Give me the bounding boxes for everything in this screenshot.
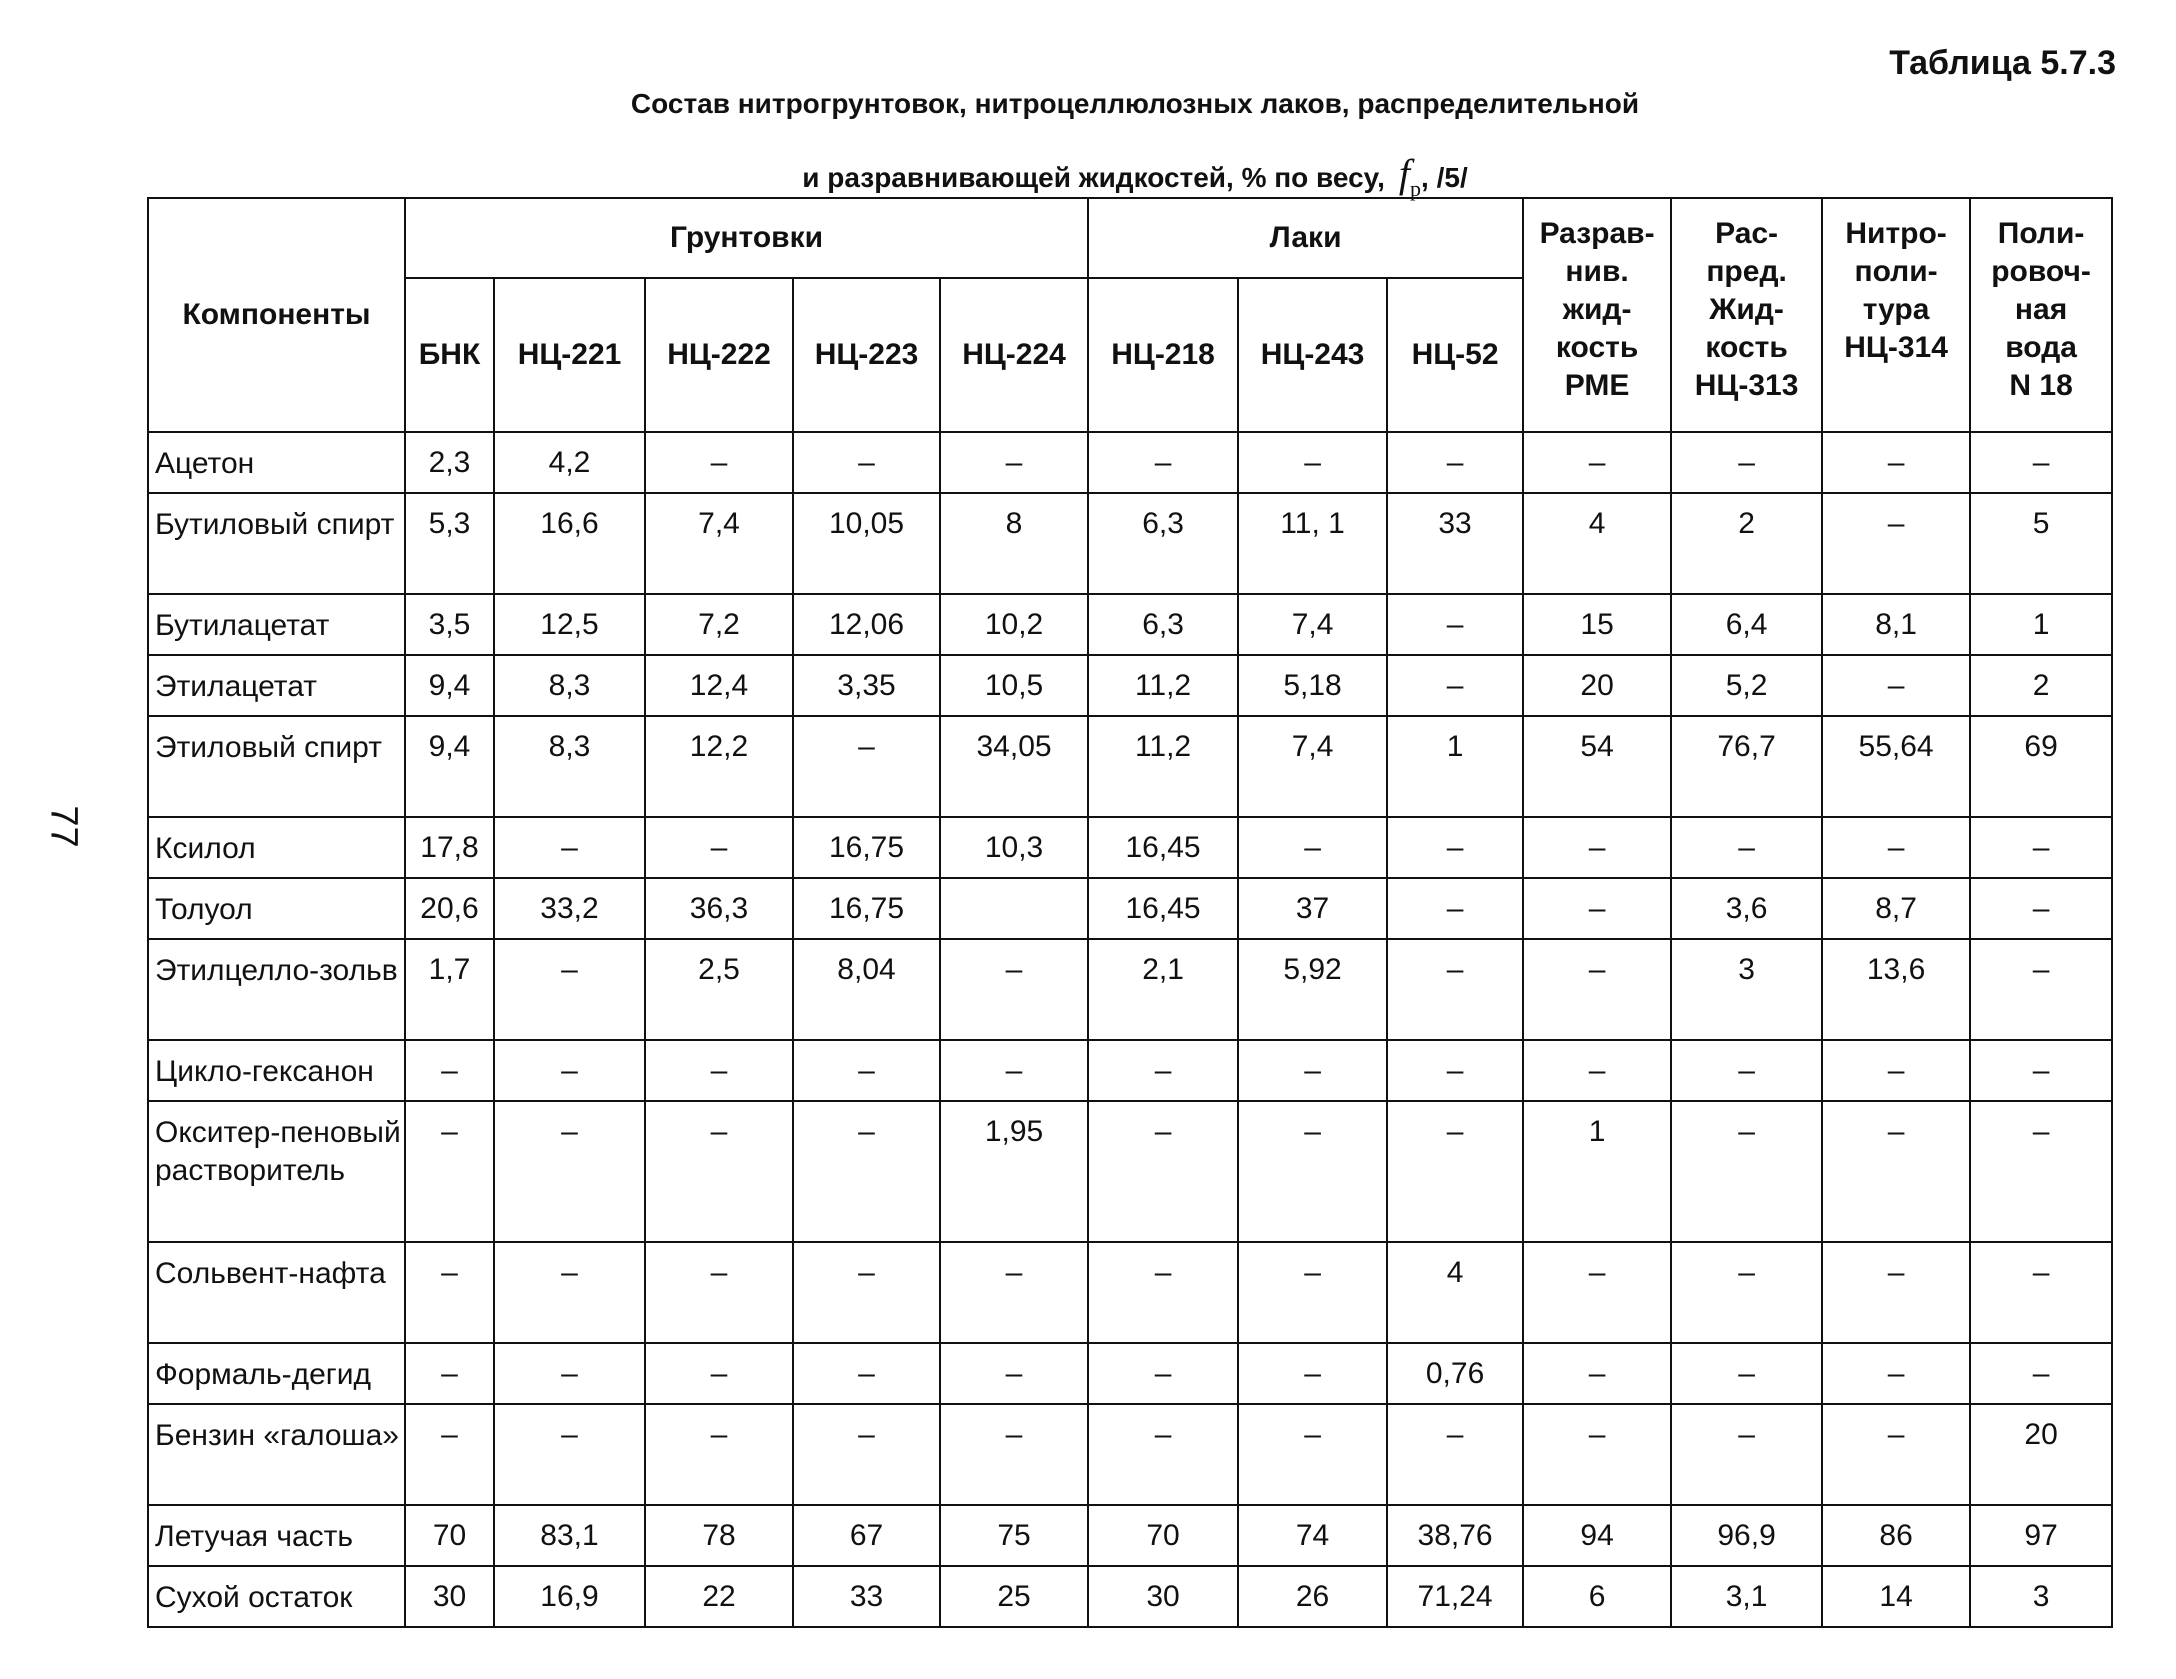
- table-cell: 75: [940, 1505, 1088, 1566]
- table-cell: –: [645, 1101, 793, 1242]
- component-name: Цикло-гексанон: [148, 1040, 405, 1101]
- table-cell: 8: [940, 493, 1088, 594]
- table-cell: 20: [1970, 1404, 2112, 1505]
- table-row: [148, 1566, 2112, 1627]
- header-polir-water: Поли- ровоч- ная вода N 18: [1970, 198, 2112, 432]
- table-cell: –: [940, 432, 1088, 493]
- table-cell: 3,5: [405, 594, 494, 655]
- table-cell: –: [494, 1343, 645, 1404]
- table-cell: –: [1523, 1404, 1671, 1505]
- table-cell: –: [405, 1343, 494, 1404]
- table-cell: 34,05: [940, 716, 1088, 817]
- table-cell: –: [1387, 655, 1523, 716]
- table-cell: –: [1671, 1040, 1822, 1101]
- table-cell: –: [1387, 1404, 1523, 1505]
- table-header: [148, 198, 2112, 432]
- table-cell: –: [1970, 939, 2112, 1040]
- table-cell: –: [940, 1404, 1088, 1505]
- table-cell: 94: [1523, 1505, 1671, 1566]
- table-cell: –: [494, 1404, 645, 1505]
- table-cell: 9,4: [405, 716, 494, 817]
- table-cell: –: [1822, 1404, 1970, 1505]
- table-cell: –: [1238, 1101, 1387, 1242]
- table-cell: –: [1970, 1040, 2112, 1101]
- table-cell: 2: [1970, 655, 2112, 716]
- header-primer: БНК: [405, 278, 494, 432]
- table-cell: –: [1671, 1242, 1822, 1343]
- table-cell: 16,9: [494, 1566, 645, 1627]
- header-lacquer: НЦ-243: [1238, 278, 1387, 432]
- table-cell: 10,3: [940, 817, 1088, 878]
- table-body: [148, 432, 2112, 1627]
- table-row: [148, 493, 2112, 594]
- header-raspred: Рас- пред. Жид- кость НЦ-313: [1671, 198, 1822, 432]
- table-cell: 86: [1822, 1505, 1970, 1566]
- header-primer: НЦ-222: [645, 278, 793, 432]
- table-cell: 25: [940, 1566, 1088, 1627]
- table-cell: –: [1088, 1101, 1238, 1242]
- table-cell: 16,45: [1088, 817, 1238, 878]
- table-cell: 15: [1523, 594, 1671, 655]
- table-cell: 22: [645, 1566, 793, 1627]
- caption-text: и разравнивающей жидкостей, % по весу,: [802, 162, 1385, 193]
- table-cell: –: [793, 1040, 940, 1101]
- table-cell: 17,8: [405, 817, 494, 878]
- header-primer: НЦ-223: [793, 278, 940, 432]
- header-group-primers: Грунтовки: [405, 198, 1088, 278]
- header-lacquer: НЦ-52: [1387, 278, 1523, 432]
- table-cell: –: [405, 1101, 494, 1242]
- component-name: Этилцелло-зольв: [148, 939, 405, 1040]
- table-cell: 10,2: [940, 594, 1088, 655]
- table-row: [148, 1404, 2112, 1505]
- table-cell: –: [1238, 432, 1387, 493]
- table-cell: 38,76: [1387, 1505, 1523, 1566]
- table-cell: –: [1523, 1040, 1671, 1101]
- table-cell: –: [1970, 1343, 2112, 1404]
- component-name: Ксилол: [148, 817, 405, 878]
- table-cell: 2,3: [405, 432, 494, 493]
- table-cell: 11,2: [1088, 716, 1238, 817]
- table-row: [148, 594, 2112, 655]
- table-cell: –: [645, 817, 793, 878]
- table-cell: 1,7: [405, 939, 494, 1040]
- table-cell: 5,2: [1671, 655, 1822, 716]
- table-cell: 4,2: [494, 432, 645, 493]
- table-cell: –: [1523, 939, 1671, 1040]
- table-cell: –: [1238, 1343, 1387, 1404]
- table-row: [148, 1040, 2112, 1101]
- table-cell: –: [1822, 493, 1970, 594]
- table-cell: –: [793, 716, 940, 817]
- table-cell: 6,4: [1671, 594, 1822, 655]
- table-cell: 12,06: [793, 594, 940, 655]
- table-cell: –: [1671, 1343, 1822, 1404]
- header-lacquer: НЦ-218: [1088, 278, 1238, 432]
- table-cell: 0,76: [1387, 1343, 1523, 1404]
- table-row: [148, 716, 2112, 817]
- table-cell: 11,2: [1088, 655, 1238, 716]
- table-cell: 20: [1523, 655, 1671, 716]
- formula-symbol: $f_р$: [1398, 151, 1422, 201]
- table-cell: 8,7: [1822, 878, 1970, 939]
- component-name: Ацетон: [148, 432, 405, 493]
- table-cell: 6,3: [1088, 594, 1238, 655]
- table-cell: 96,9: [1671, 1505, 1822, 1566]
- header-razravn: Разрав- нив. жид- кость РМЕ: [1523, 198, 1671, 432]
- header-primer: НЦ-224: [940, 278, 1088, 432]
- table-cell: –: [1238, 1040, 1387, 1101]
- table-cell: 2,1: [1088, 939, 1238, 1040]
- table-cell: 7,2: [645, 594, 793, 655]
- component-name: Формаль-дегид: [148, 1343, 405, 1404]
- table-cell: 16,75: [793, 878, 940, 939]
- page-number: 77: [42, 805, 85, 848]
- table-cell: –: [405, 1040, 494, 1101]
- table-cell: 33: [793, 1566, 940, 1627]
- table-cell: 97: [1970, 1505, 2112, 1566]
- table-cell: 5,3: [405, 493, 494, 594]
- table-cell: –: [1088, 1404, 1238, 1505]
- table-cell: 20,6: [405, 878, 494, 939]
- table-cell: 69: [1970, 716, 2112, 817]
- table-cell: –: [405, 1404, 494, 1505]
- composition-table: [147, 197, 2113, 1628]
- table-cell: 3,35: [793, 655, 940, 716]
- table-cell: –: [1671, 1101, 1822, 1242]
- table-cell: –: [793, 1404, 940, 1505]
- table-cell: 36,3: [645, 878, 793, 939]
- table-cell: 5,92: [1238, 939, 1387, 1040]
- table-cell: –: [1088, 1242, 1238, 1343]
- table-cell: –: [1822, 1040, 1970, 1101]
- table-cell: 33: [1387, 493, 1523, 594]
- table-cell: 1: [1523, 1101, 1671, 1242]
- table-cell: –: [1970, 817, 2112, 878]
- table-cell: [940, 878, 1088, 939]
- table-cell: 12,2: [645, 716, 793, 817]
- table-cell: 16,75: [793, 817, 940, 878]
- table-cell: –: [1970, 1242, 2112, 1343]
- table-cell: –: [645, 1343, 793, 1404]
- table-cell: 2: [1671, 493, 1822, 594]
- table-cell: 30: [1088, 1566, 1238, 1627]
- table-cell: 1,95: [940, 1101, 1088, 1242]
- table-cell: 13,6: [1822, 939, 1970, 1040]
- table-cell: 67: [793, 1505, 940, 1566]
- table-cell: 74: [1238, 1505, 1387, 1566]
- table-cell: –: [1970, 1101, 2112, 1242]
- table-cell: 4: [1387, 1242, 1523, 1343]
- table-cell: 1: [1387, 716, 1523, 817]
- table-cell: –: [1387, 594, 1523, 655]
- table-cell: –: [405, 1242, 494, 1343]
- component-name: Этилацетат: [148, 655, 405, 716]
- table-cell: –: [1970, 432, 2112, 493]
- table-cell: –: [1088, 1040, 1238, 1101]
- table-cell: –: [793, 1242, 940, 1343]
- table-cell: –: [1822, 1101, 1970, 1242]
- table-row: [148, 878, 2112, 939]
- table-row: [148, 432, 2112, 493]
- table-cell: 83,1: [494, 1505, 645, 1566]
- table-cell: –: [1523, 817, 1671, 878]
- table-cell: 12,4: [645, 655, 793, 716]
- table-cell: 10,05: [793, 493, 940, 594]
- table-cell: –: [1822, 432, 1970, 493]
- table-cell: –: [1523, 878, 1671, 939]
- table-cell: 10,5: [940, 655, 1088, 716]
- table-caption-line1: Состав нитрогрунтовок, нитроцеллюлозных лаков, распределительной: [630, 88, 1640, 119]
- table-cell: –: [1822, 1343, 1970, 1404]
- table-cell: 3,1: [1671, 1566, 1822, 1627]
- table-cell: 11, 1: [1238, 493, 1387, 594]
- table-cell: 33,2: [494, 878, 645, 939]
- table-cell: 3: [1671, 939, 1822, 1040]
- table-cell: –: [1238, 817, 1387, 878]
- table-cell: –: [1523, 1343, 1671, 1404]
- table-row: [148, 1343, 2112, 1404]
- component-name: Летучая часть: [148, 1505, 405, 1566]
- table-cell: –: [940, 1343, 1088, 1404]
- table-cell: –: [940, 939, 1088, 1040]
- table-cell: –: [793, 1343, 940, 1404]
- table-cell: –: [1088, 432, 1238, 493]
- table-cell: –: [1387, 939, 1523, 1040]
- table-cell: –: [1387, 1040, 1523, 1101]
- table-cell: –: [1387, 1101, 1523, 1242]
- table-cell: –: [1387, 817, 1523, 878]
- table-cell: 30: [405, 1566, 494, 1627]
- table-cell: –: [645, 1242, 793, 1343]
- table-row: [148, 1505, 2112, 1566]
- table-cell: –: [1523, 432, 1671, 493]
- component-name: Этиловый спирт: [148, 716, 405, 817]
- header-primer: НЦ-221: [494, 278, 645, 432]
- table-cell: 55,64: [1822, 716, 1970, 817]
- component-name: Бензин «галоша»: [148, 1404, 405, 1505]
- table-caption-line2: [0, 150, 2176, 202]
- table-cell: 8,3: [494, 655, 645, 716]
- table-row: [148, 655, 2112, 716]
- table-cell: 12,5: [494, 594, 645, 655]
- table-cell: 1: [1970, 594, 2112, 655]
- table-row: [148, 1242, 2112, 1343]
- table-cell: 8,3: [494, 716, 645, 817]
- table-cell: 6,3: [1088, 493, 1238, 594]
- table-cell: 7,4: [1238, 716, 1387, 817]
- header-group-lacquers: Лаки: [1088, 198, 1523, 278]
- table-cell: –: [494, 1040, 645, 1101]
- header-components: Компоненты: [148, 198, 405, 432]
- table-cell: 8,1: [1822, 594, 1970, 655]
- table-cell: 16,45: [1088, 878, 1238, 939]
- table-cell: 8,04: [793, 939, 940, 1040]
- component-name: Сольвент-нафта: [148, 1242, 405, 1343]
- table-cell: 9,4: [405, 655, 494, 716]
- component-name: Бутиловый спирт: [148, 493, 405, 594]
- table-cell: –: [1822, 655, 1970, 716]
- header-nitropolitura: Нитро- поли- тура НЦ-314: [1822, 198, 1970, 432]
- table-cell: 6: [1523, 1566, 1671, 1627]
- table-cell: –: [1970, 878, 2112, 939]
- table-cell: 54: [1523, 716, 1671, 817]
- table-cell: 2,5: [645, 939, 793, 1040]
- table-cell: –: [1671, 432, 1822, 493]
- table-cell: –: [494, 1101, 645, 1242]
- table-number: Таблица 5.7.3: [1889, 44, 2116, 82]
- table-cell: 26: [1238, 1566, 1387, 1627]
- component-name: Толуол: [148, 878, 405, 939]
- table-cell: –: [1822, 1242, 1970, 1343]
- table-cell: 37: [1238, 878, 1387, 939]
- table-cell: 5: [1970, 493, 2112, 594]
- table-cell: –: [494, 939, 645, 1040]
- table-cell: 78: [645, 1505, 793, 1566]
- table-cell: –: [1387, 878, 1523, 939]
- table-cell: –: [1238, 1404, 1387, 1505]
- table-cell: 3,6: [1671, 878, 1822, 939]
- table-cell: 7,4: [1238, 594, 1387, 655]
- table-cell: –: [1523, 1242, 1671, 1343]
- table-row: [148, 939, 2112, 1040]
- table-cell: –: [1671, 1404, 1822, 1505]
- table-cell: –: [1671, 817, 1822, 878]
- table-cell: 5,18: [1238, 655, 1387, 716]
- table-cell: 70: [1088, 1505, 1238, 1566]
- table-cell: 71,24: [1387, 1566, 1523, 1627]
- component-name: Сухой остаток: [148, 1566, 405, 1627]
- caption-reference: , /5/: [1421, 162, 1468, 193]
- table-cell: –: [1822, 817, 1970, 878]
- table-cell: 14: [1822, 1566, 1970, 1627]
- table-cell: –: [645, 432, 793, 493]
- table-cell: –: [645, 1404, 793, 1505]
- component-name: Бутилацетат: [148, 594, 405, 655]
- table-cell: 3: [1970, 1566, 2112, 1627]
- table-cell: –: [645, 1040, 793, 1101]
- table-cell: –: [793, 1101, 940, 1242]
- table-cell: 70: [405, 1505, 494, 1566]
- table-cell: –: [1088, 1343, 1238, 1404]
- table-row: [148, 1101, 2112, 1242]
- table-cell: 4: [1523, 493, 1671, 594]
- table-cell: –: [793, 432, 940, 493]
- table-cell: –: [940, 1040, 1088, 1101]
- table-cell: –: [1238, 1242, 1387, 1343]
- component-name: Окситер-пеновый растворитель: [148, 1101, 405, 1242]
- table-cell: 7,4: [645, 493, 793, 594]
- table-row: [148, 817, 2112, 878]
- table-cell: 76,7: [1671, 716, 1822, 817]
- table-cell: –: [940, 1242, 1088, 1343]
- table-cell: –: [1387, 432, 1523, 493]
- table-cell: 16,6: [494, 493, 645, 594]
- table-cell: –: [494, 1242, 645, 1343]
- table-cell: –: [494, 817, 645, 878]
